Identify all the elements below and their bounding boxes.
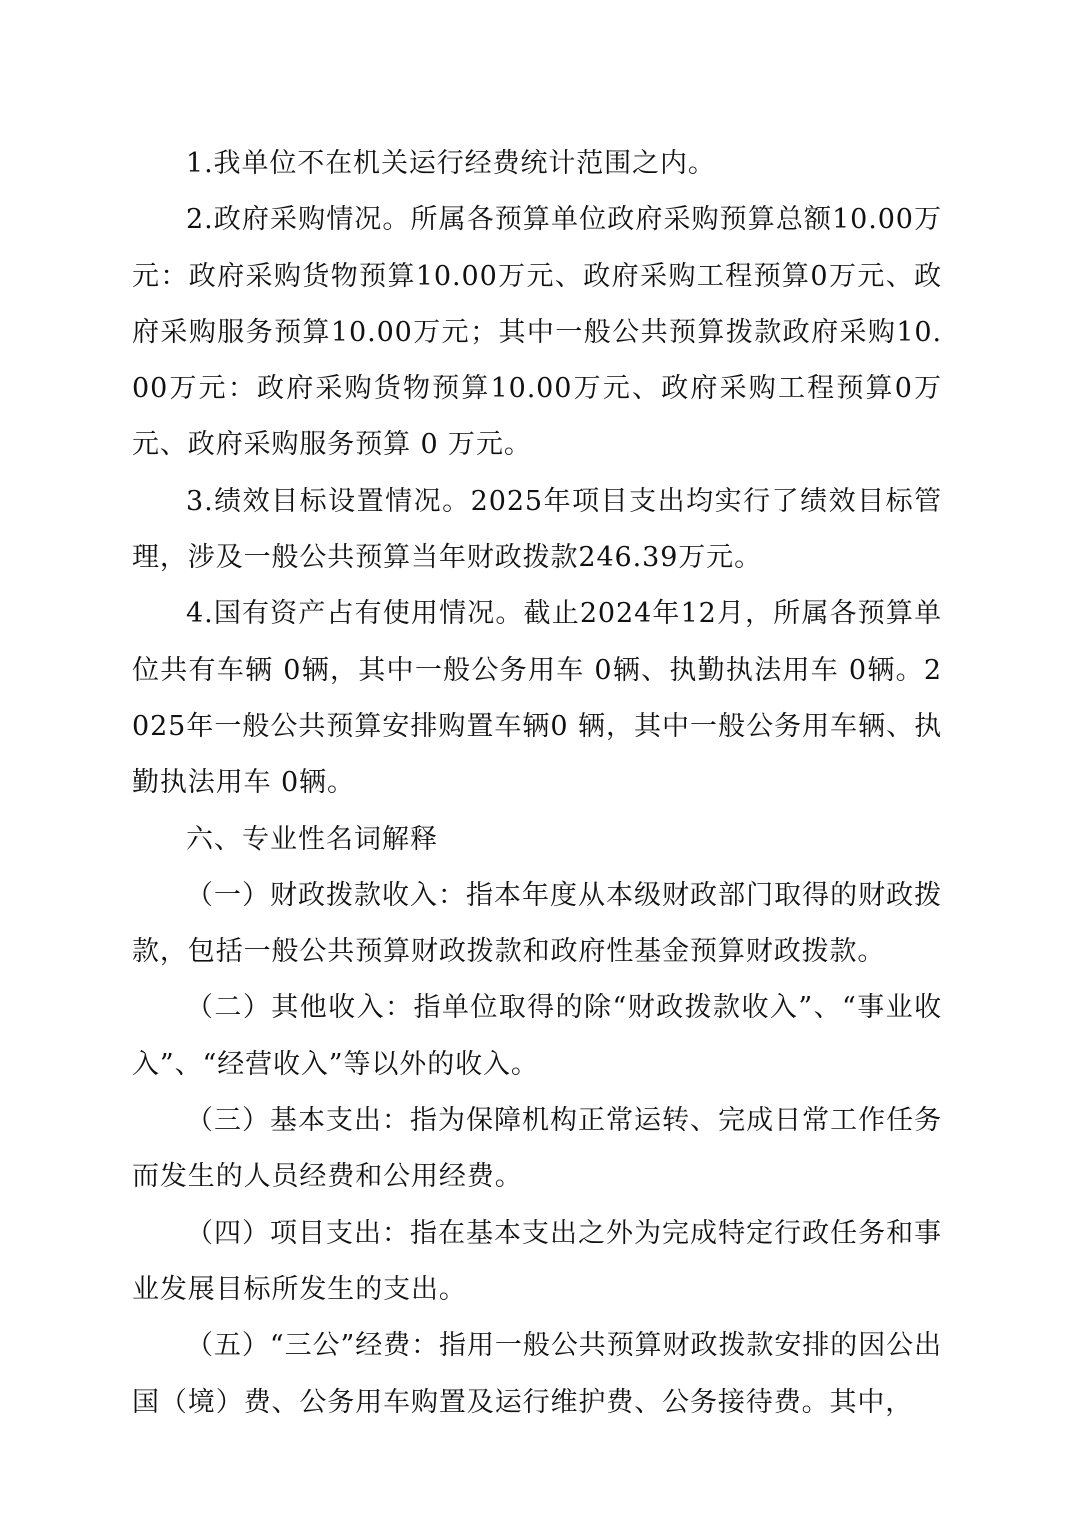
- paragraph-performance-targets: 3.绩效目标设置情况。2025年项目支出均实行了绩效目标管理，涉及一般公共预算当年财政拨款246.39万元。: [132, 485, 942, 574]
- paragraph-term-project-expenditure: （四）项目支出：指在基本支出之外为完成特定行政任务和事业发展目标所发生的支出。: [132, 1217, 942, 1305]
- paragraph-term-fiscal-appropriation-income: （一）财政拨款收入：指本年度从本级财政部门取得的财政拨款，包括一般公共预算财政拨款和政府性基金预算财政拨款。: [132, 879, 942, 968]
- paragraph-term-three-public-expenses: （五）“三公”经费：指用一般公共预算财政拨款安排的因公出国（境）费、公务用车购置及运行维护费、公务接待费。其中，: [132, 1330, 942, 1418]
- paragraph-government-procurement: 2.政府采购情况。所属各预算单位政府采购预算总额10.00万元：政府采购货物预算10.00万元、政府采购工程预算0万元、政府采购服务预算10.00万元；其中一般公共预算拨款政府采购10.00万元：政府采购货物预算10.00万元、政府采购工程预算0万元、政府采购服务预算 0 万元。: [132, 204, 942, 461]
- paragraph-term-other-income: （二）其他收入：指单位取得的除“财政拨款收入”、“事业收入”、“经营收入”等以外的收入。: [132, 992, 942, 1080]
- paragraph-state-assets: 4.国有资产占有使用情况。截止2024年12月，所属各预算单位共有车辆 0辆，其中一般公务用车 0辆、执勤执法用车 0辆。2025年一般公共预算安排购置车辆0 辆，其中一般公务用车辆、执勤执法用车 0辆。: [132, 598, 942, 799]
- paragraph-term-basic-expenditure: （三）基本支出：指为保障机构正常运转、完成日常工作任务而发生的人员经费和公用经费。: [132, 1105, 942, 1193]
- paragraph-office-operating-costs: 1.我单位不在机关运行经费统计范围之内。: [186, 148, 716, 179]
- section-heading-terminology: 六、专业性名词解释: [186, 823, 438, 855]
